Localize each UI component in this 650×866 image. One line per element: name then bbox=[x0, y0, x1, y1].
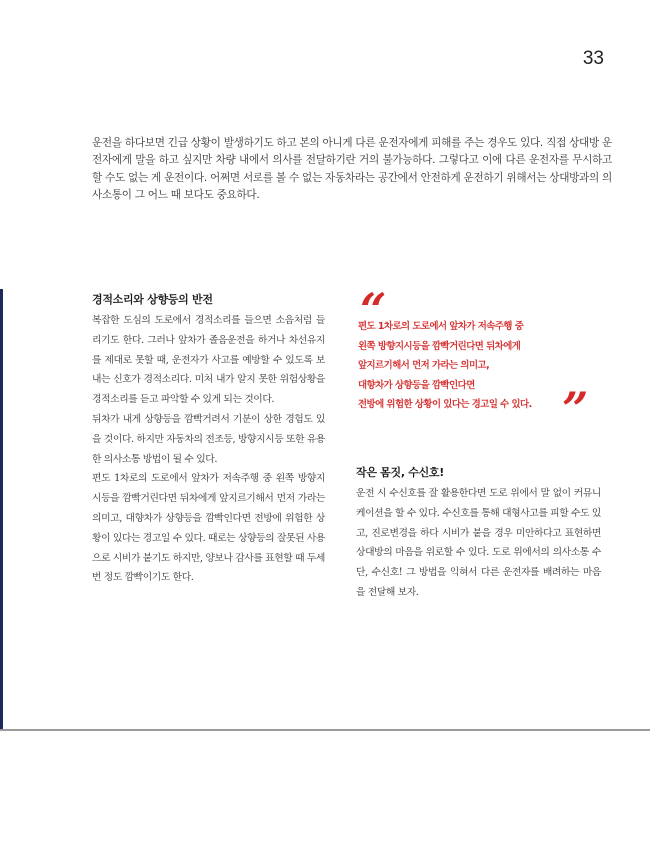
left-column bbox=[92, 291, 325, 588]
right-column bbox=[356, 464, 601, 603]
body-paragraph: 운전 시 수신호를 잘 활용한다면 도로 위에서 말 없이 커뮤니케이션을 할 수 있다. 수신호를 통해 대형사고를 피할 수도 있고, 진로변경을 하다 시비가 붙을 경우 미안하다고 표현하면 상대방의 마음을 위로할 수 있다. 도로 위에서의 의사소통 수단, 수신호! 그 방법을 익혀서 다른 운전자를 배려하는 마음을 전달해 보자. bbox=[356, 488, 601, 598]
quote-line: 편도 1차로의 도로에서 앞차가 저속주행 중 bbox=[358, 321, 524, 332]
pull-quote-text bbox=[358, 317, 563, 415]
section-heading-hand-signal: 작은 몸짓, 수신호! bbox=[356, 466, 444, 479]
left-edge-bar bbox=[0, 289, 3, 729]
pull-quote bbox=[356, 283, 601, 436]
intro-paragraph: 운전을 하다보면 긴급 상황이 발생하기도 하고 본의 아니게 다른 운전자에게 피해를 주는 경우도 있다. 직접 상대방 운전자에게 말을 하고 싶지만 차량 내에서 의사를 전달하기란 거의 불가능하다. 그렇다고 이에 다른 운전자를 무시하고 할 수도 없는 게 운전이다. 어쩌면 서로를 볼 수 없는 자동차라는 공간에서 안전하게 운전하기 위해서는 상대방과의 의사소통이 그 어느 때 보다도 중요하다. bbox=[92, 137, 612, 201]
quote-line: 왼쪽 방향지시등을 깜빡거린다면 뒤차에게 bbox=[358, 340, 521, 352]
quote-line: 앞지르기해서 먼저 가라는 의미고, bbox=[358, 360, 490, 372]
quote-line: 전방에 위험한 상황이 있다는 경고일 수 있다. bbox=[358, 399, 532, 411]
bottom-divider bbox=[0, 729, 650, 731]
quote-line: 대향차가 상향등을 깜빡인다면 bbox=[358, 379, 475, 391]
section-heading-horn: 경적소리와 상향등의 반전 bbox=[92, 293, 213, 306]
body-paragraph: 복잡한 도심의 도로에서 경적소리를 들으면 소음처럼 들리기도 한다. 그러나 앞차가 졸음운전을 하거나 차선유지를 제대로 못할 때, 운전자가 사고를 예방할 수 있도록 보내는 신호가 경적소리다. 미처 내가 알지 못한 위험상황을 경적소리를 듣고 파악할 수 있게 되는 것이다. bbox=[92, 315, 325, 406]
open-quote-icon: “ bbox=[360, 283, 387, 337]
body-paragraph: 뒤차가 내게 상향등을 깜빡거려서 기분이 상한 경험도 있을 것이다. 하지만 자동차의 전조등, 방향지시등 또한 유용한 의사소통 방법이 될 수 있다. bbox=[92, 413, 325, 465]
close-quote-icon: ” bbox=[562, 382, 589, 436]
body-paragraph: 편도 1차로의 도로에서 앞차가 저속주행 중 왼쪽 방향지시등을 깜빡거린다면 뒤차에게 앞지르기해서 먼저 가라는 의미고, 대향차가 상향등을 깜빡인다면 전방에 위험한 상황이 있다는 경고일 수 있다. 때로는 상향등의 잘못된 사용으로 시비가 붙기도 하지만, 양보나 감사를 표현할 때 두세 번 정도 깜빡이기도 한다. bbox=[92, 473, 325, 584]
page-number: 33 bbox=[582, 48, 604, 69]
